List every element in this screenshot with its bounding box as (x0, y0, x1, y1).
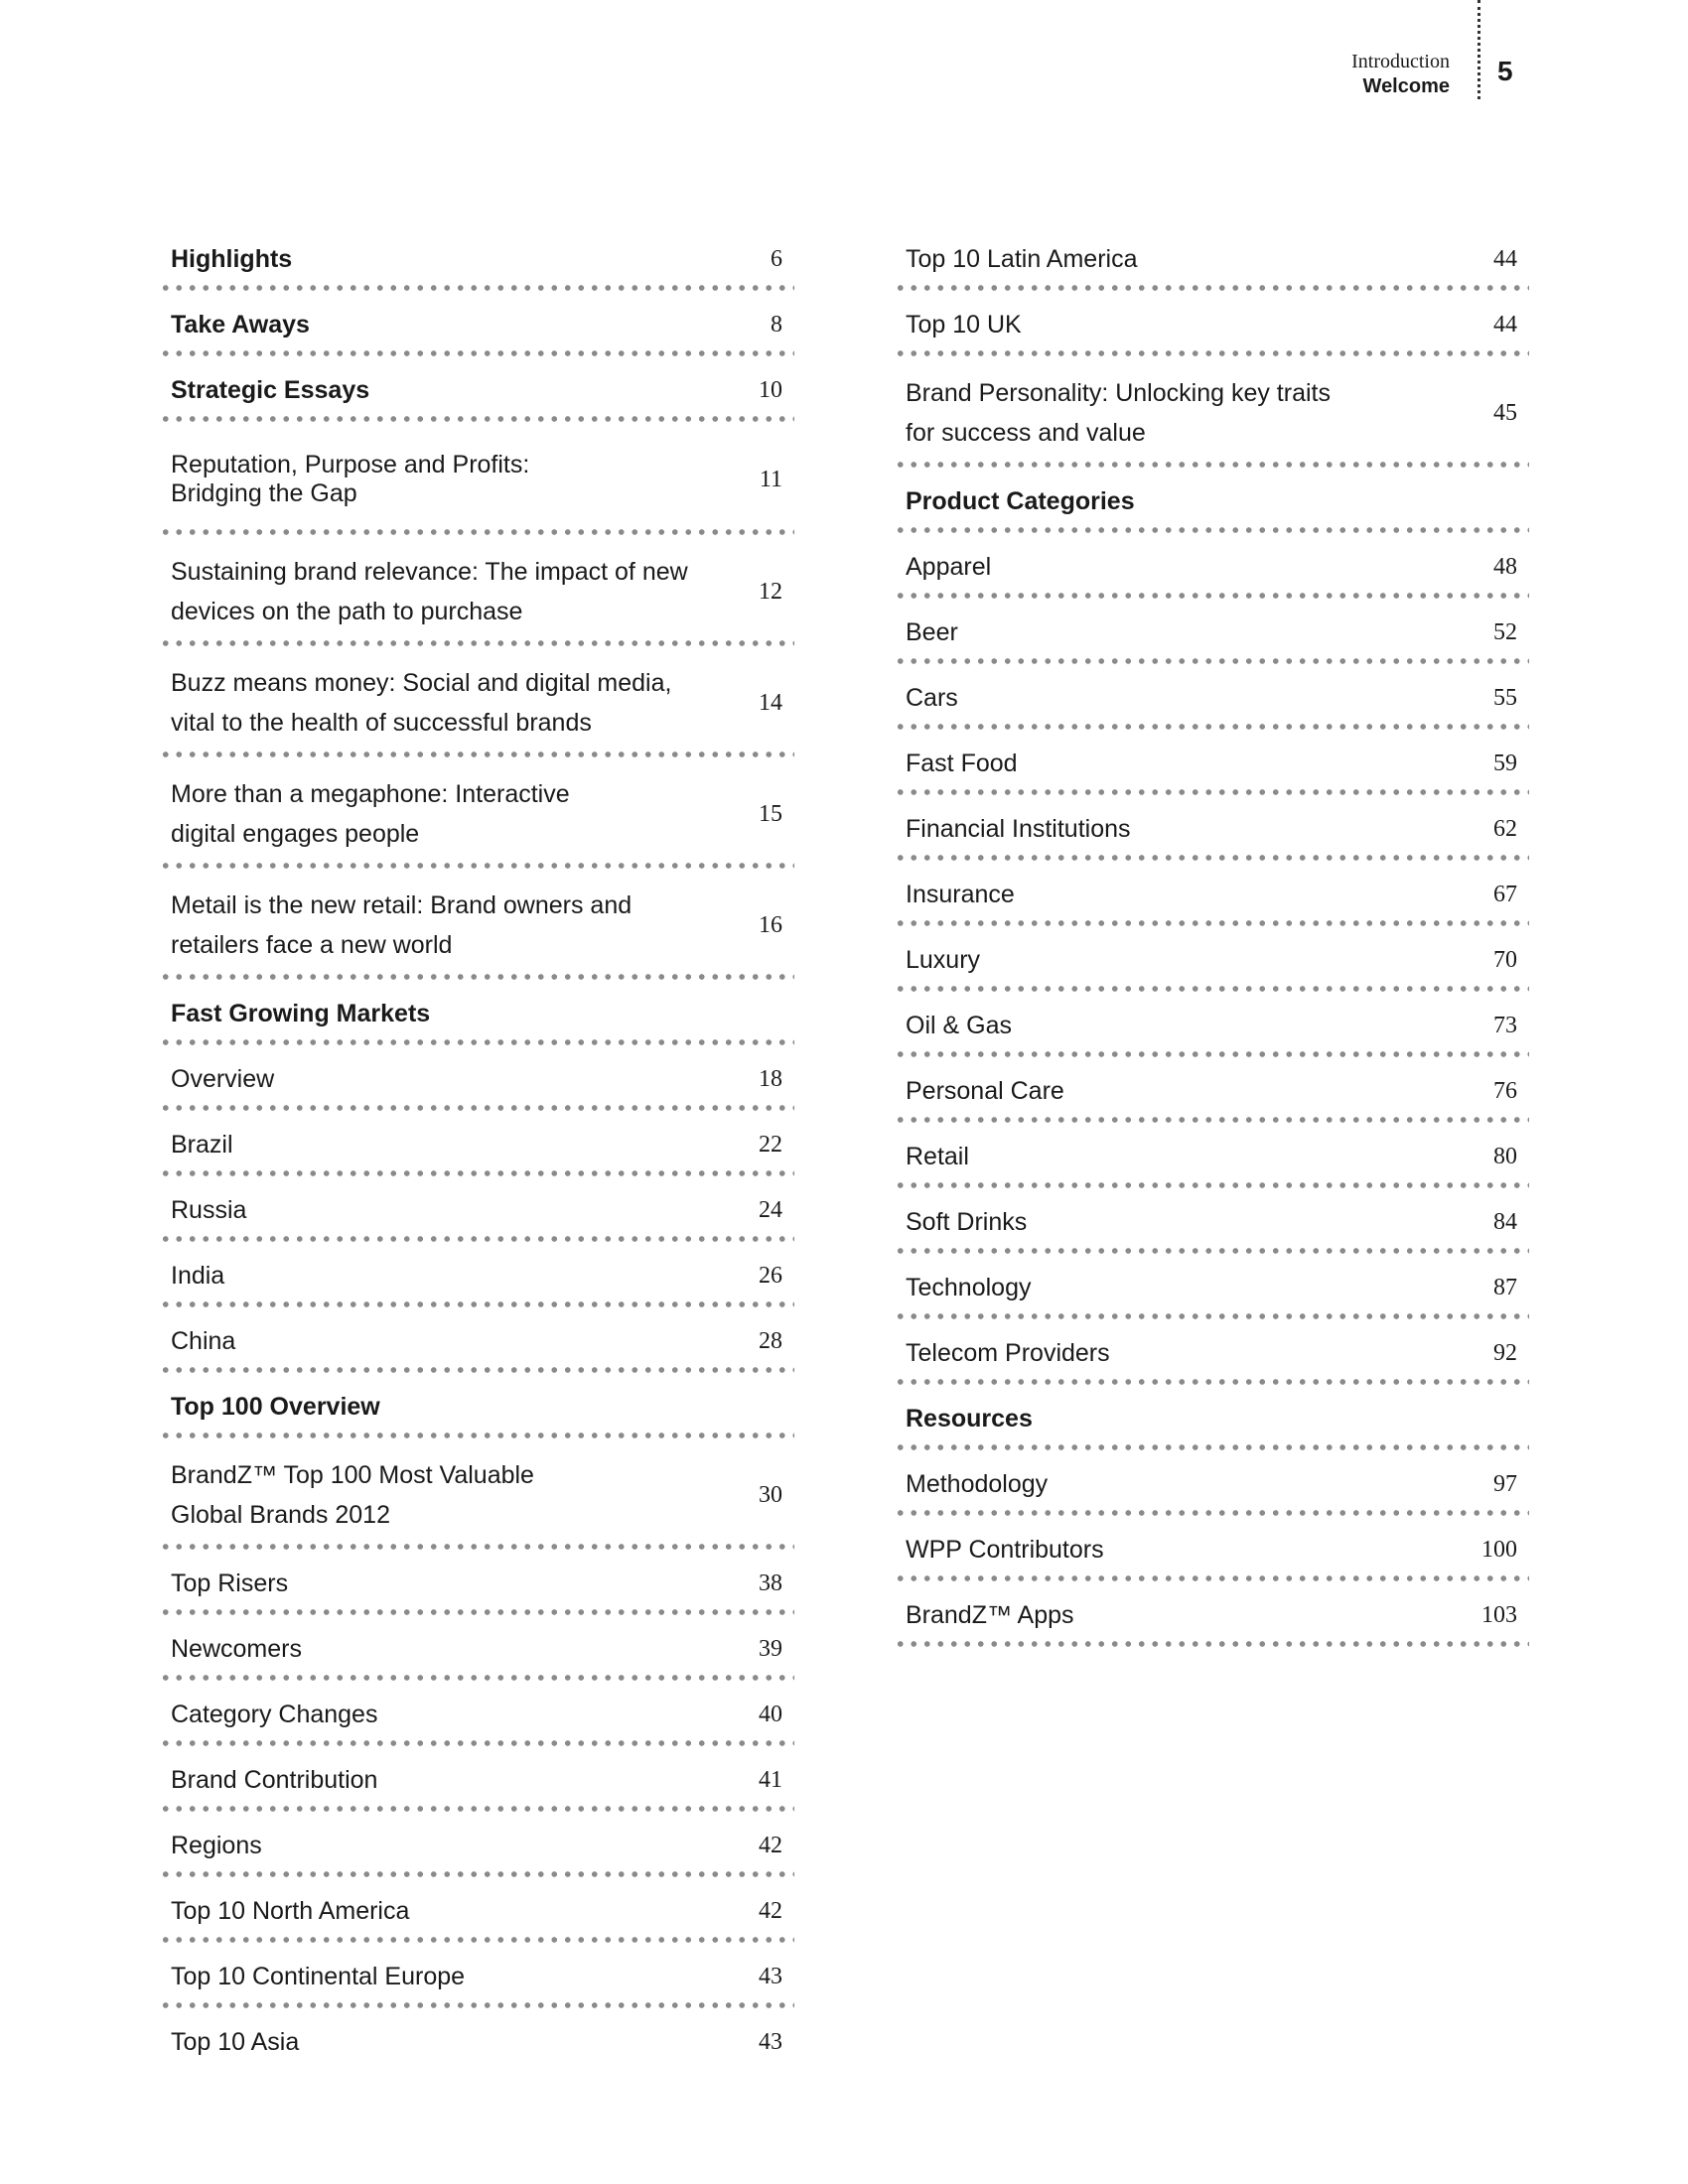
toc-entry-brazil[interactable] (159, 1112, 794, 1177)
toc-entry-page: 87 (1493, 1274, 1517, 1300)
toc-entry-page: 84 (1493, 1208, 1517, 1235)
toc-entry-financial-institutions[interactable] (894, 796, 1529, 862)
toc-entry-page: 92 (1493, 1339, 1517, 1366)
toc-entry-page: 55 (1493, 684, 1517, 711)
toc-entry-label: Top 10 Latin America (906, 245, 1138, 273)
toc-entry-page: 15 (759, 800, 782, 827)
toc-entry-page: 8 (771, 311, 782, 338)
toc-entry-label: Brand Contribution (171, 1766, 378, 1794)
toc-entry-india[interactable] (159, 1243, 794, 1308)
toc-entry-label: Fast Food (906, 750, 1018, 777)
toc-entry-product-categories[interactable] (894, 469, 1529, 534)
toc-entry-top-10-asia[interactable] (159, 2009, 794, 2075)
toc-entry-page: 44 (1493, 245, 1517, 272)
toc-entry-page: 70 (1493, 946, 1517, 973)
toc-entry-page: 67 (1493, 881, 1517, 907)
toc-entry-fast-growing-markets[interactable] (159, 981, 794, 1046)
toc-entry-oil-and-gas[interactable] (894, 993, 1529, 1058)
toc-entry-label: Resources (906, 1405, 1033, 1433)
toc-entry-label: Top 10 Continental Europe (171, 1963, 466, 1990)
toc-entry-page: 45 (1493, 399, 1517, 426)
toc-entry-page: 59 (1493, 750, 1517, 776)
toc-entry-page: 11 (759, 466, 782, 492)
toc-entry-resources[interactable] (894, 1386, 1529, 1451)
toc-entry-more-than-a-megaphone[interactable] (159, 758, 794, 870)
toc-entry-top-risers[interactable] (159, 1551, 794, 1616)
toc-entry-label: Top 10 North America (171, 1897, 410, 1925)
toc-entry-retail[interactable] (894, 1124, 1529, 1189)
toc-entry-page: 42 (759, 1897, 782, 1924)
toc-entry-label: China (171, 1327, 236, 1355)
toc-entry-label: Fast Growing Markets (171, 1000, 431, 1027)
toc-column-right (894, 226, 1529, 1648)
toc-entry-label: Methodology (906, 1470, 1049, 1498)
toc-entry-insurance[interactable] (894, 862, 1529, 927)
toc-entry-sustaining-brand-relevance[interactable] (159, 536, 794, 647)
toc-entry-buzz-means-money[interactable] (159, 647, 794, 758)
toc-entry-label: Regions (171, 1832, 262, 1859)
toc-entry-label: Cars (906, 684, 958, 712)
toc-entry-page: 48 (1493, 553, 1517, 580)
toc-entry-label: More than a megaphone: Interactive digital engages people (171, 780, 570, 848)
toc-entry-label: Brand Personality: Unlocking key traits for success and value (906, 379, 1331, 447)
toc-entry-page: 40 (759, 1701, 782, 1727)
toc-entry-page: 97 (1493, 1470, 1517, 1497)
toc-entry-technology[interactable] (894, 1255, 1529, 1320)
toc-entry-page: 14 (759, 689, 782, 716)
toc-entry-label: Sustaining brand relevance: The impact of new devices on the path to purchase (171, 558, 688, 625)
toc-entry-cars[interactable] (894, 665, 1529, 731)
toc-entry-label: WPP Contributors (906, 1536, 1104, 1564)
toc-entry-label: Telecom Providers (906, 1339, 1110, 1367)
toc-entry-page: 10 (759, 376, 782, 403)
toc-entry-soft-drinks[interactable] (894, 1189, 1529, 1255)
toc-entry-telecom-providers[interactable] (894, 1320, 1529, 1386)
toc-entry-label: Oil & Gas (906, 1012, 1012, 1039)
chapter-title: Welcome (1362, 75, 1450, 97)
toc-entry-label: Technology (906, 1274, 1032, 1301)
toc-entry-page: 24 (759, 1196, 782, 1223)
toc-entry-overview[interactable] (159, 1046, 794, 1112)
toc-entry-label: Financial Institutions (906, 815, 1131, 843)
toc-entry-page: 18 (759, 1065, 782, 1092)
page-number: 5 (1497, 56, 1513, 86)
toc-entry-page: 43 (759, 1963, 782, 1989)
toc-entry-china[interactable] (159, 1308, 794, 1374)
toc-entry-label: Highlights (171, 245, 293, 273)
toc-entry-top-100-overview[interactable] (159, 1374, 794, 1439)
header-dotted-divider (1477, 0, 1480, 99)
toc-entry-russia[interactable] (159, 1177, 794, 1243)
toc-entry-page: 44 (1493, 311, 1517, 338)
toc-entry-label: Brazil (171, 1131, 233, 1159)
toc-entry-page: 12 (759, 578, 782, 605)
toc-entry-label: Top 10 Asia (171, 2028, 300, 2056)
toc-entry-label: Metail is the new retail: Brand owners and retailers face a new world (171, 891, 633, 959)
toc-entry-label: Overview (171, 1065, 275, 1093)
toc-entry-label: Personal Care (906, 1077, 1064, 1105)
toc-entry-label: Russia (171, 1196, 247, 1224)
toc-entry-label: Category Changes (171, 1701, 378, 1728)
toc-entry-apparel[interactable] (894, 534, 1529, 600)
toc-entry-luxury[interactable] (894, 927, 1529, 993)
toc-entry-page: 43 (759, 2028, 782, 2055)
toc-entry-regions[interactable] (159, 1813, 794, 1878)
toc-entry-page: 76 (1493, 1077, 1517, 1104)
toc-entry-highlights[interactable] (159, 226, 794, 292)
toc-entry-label: Newcomers (171, 1635, 302, 1663)
toc-entry-page: 6 (771, 245, 782, 272)
toc-entry-strategic-essays[interactable] (159, 357, 794, 423)
toc-entry-top-10-north-america[interactable] (159, 1878, 794, 1944)
toc-entry-label: Take Aways (171, 311, 310, 339)
toc-entry-label: Top Risers (171, 1570, 289, 1597)
toc-entry-page: 80 (1493, 1143, 1517, 1169)
toc-entry-top-10-continental-europe[interactable] (159, 1944, 794, 2009)
toc-entry-label: Beer (906, 618, 958, 646)
toc-entry-fast-food[interactable] (894, 731, 1529, 796)
toc-entry-personal-care[interactable] (894, 1058, 1529, 1124)
toc-entry-page: 62 (1493, 815, 1517, 842)
toc-entry-page: 39 (759, 1635, 782, 1662)
toc-entry-label: Reputation, Purpose and Profits: Bridging the Gap (171, 451, 530, 507)
toc-entry-label: Apparel (906, 553, 992, 581)
toc-entry-label: Strategic Essays (171, 376, 370, 404)
toc-entry-page: 103 (1481, 1601, 1517, 1628)
toc-entry-label: Soft Drinks (906, 1208, 1028, 1236)
toc-entry-label: BrandZ™ Top 100 Most Valuable Global Brands 2012 (171, 1461, 534, 1529)
section-title: Introduction (1351, 51, 1450, 72)
toc-entry-label: Luxury (906, 946, 981, 974)
toc-entry-top-10-latin-america[interactable] (894, 226, 1529, 292)
toc-entry-page: 16 (759, 911, 782, 938)
toc-entry-methodology[interactable] (894, 1451, 1529, 1517)
toc-entry-page: 73 (1493, 1012, 1517, 1038)
toc-entry-label: Top 100 Overview (171, 1393, 380, 1421)
toc-entry-label: BrandZ™ Apps (906, 1601, 1074, 1629)
toc-entry-top-10-uk[interactable] (894, 292, 1529, 357)
toc-entry-brand-personality[interactable] (894, 357, 1529, 469)
running-header (1351, 50, 1450, 99)
toc-entry-label: Buzz means money: Social and digital media, vital to the health of successful brands (171, 669, 672, 737)
toc-column-left (159, 226, 794, 2075)
toc-entry-label: Product Categories (906, 487, 1135, 515)
toc-entry-take-aways[interactable] (159, 292, 794, 357)
toc-entry-label: Insurance (906, 881, 1015, 908)
toc-entry-label: Top 10 UK (906, 311, 1022, 339)
toc-entry-page: 100 (1481, 1536, 1517, 1563)
toc-entry-newcomers[interactable] (159, 1616, 794, 1682)
toc-entry-beer[interactable] (894, 600, 1529, 665)
toc-entry-brand-contribution[interactable] (159, 1747, 794, 1813)
toc-entry-page: 26 (759, 1262, 782, 1289)
toc-entry-page: 28 (759, 1327, 782, 1354)
toc-entry-page: 22 (759, 1131, 782, 1158)
toc-entry-label: Retail (906, 1143, 969, 1170)
toc-entry-reputation-purpose-profits[interactable] (159, 423, 794, 536)
toc-entry-brandz-apps[interactable] (894, 1582, 1529, 1648)
toc-entry-page: 42 (759, 1832, 782, 1858)
toc-entry-wpp-contributors[interactable] (894, 1517, 1529, 1582)
toc-entry-page: 41 (759, 1766, 782, 1793)
toc-entry-brandz-top-100[interactable] (159, 1439, 794, 1551)
toc-entry-label: India (171, 1262, 225, 1290)
toc-entry-category-changes[interactable] (159, 1682, 794, 1747)
toc-entry-page: 52 (1493, 618, 1517, 645)
toc-entry-page: 30 (759, 1481, 782, 1508)
toc-entry-metail-new-retail[interactable] (159, 870, 794, 981)
toc-entry-page: 38 (759, 1570, 782, 1596)
